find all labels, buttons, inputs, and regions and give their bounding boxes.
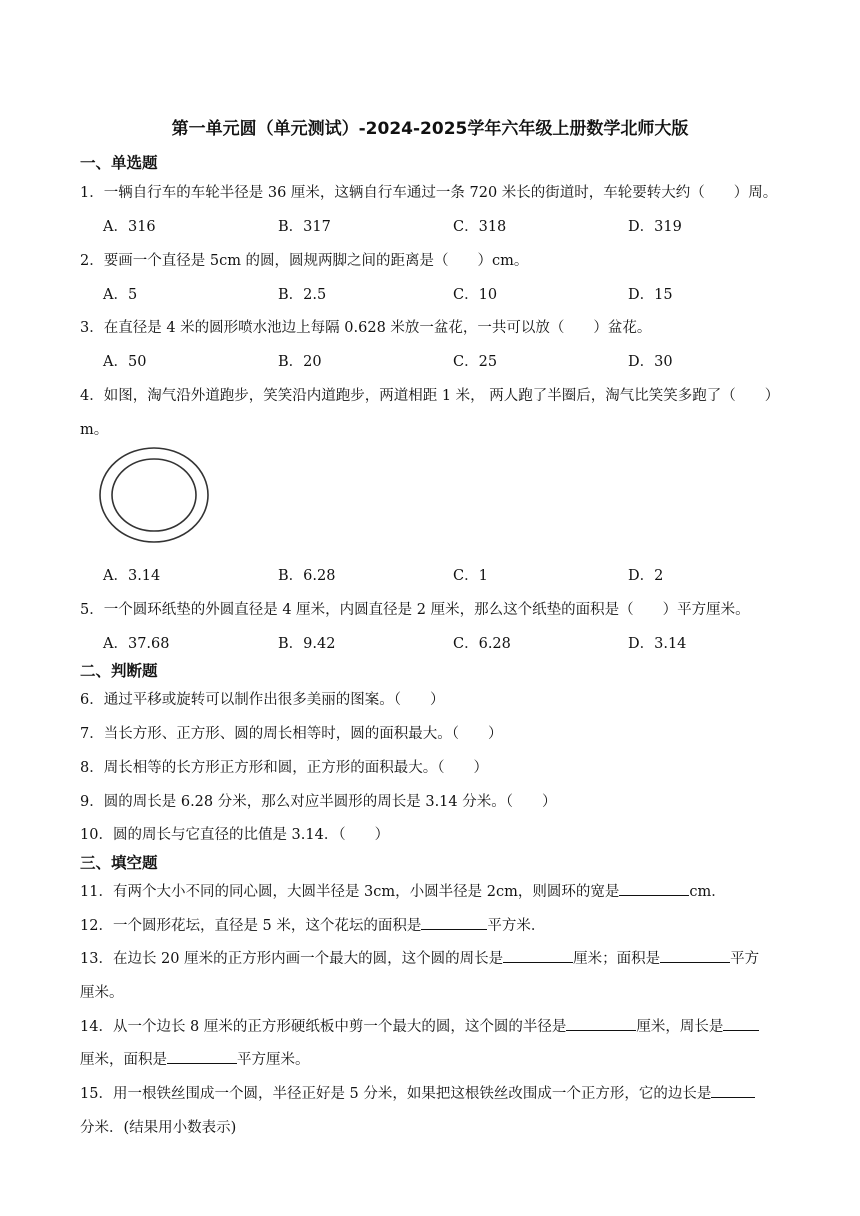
- question-text: 通过平移或旋转可以制作出很多美丽的图案。（ ）: [103, 692, 445, 708]
- option-a: A．5: [103, 287, 138, 303]
- question-number: 13．: [80, 951, 113, 967]
- question-number: 10．: [80, 827, 113, 843]
- question-text: 厘米；面积是: [573, 951, 661, 967]
- question-4: [80, 384, 815, 405]
- option-c: C．1: [453, 568, 488, 584]
- question-6: [80, 688, 815, 709]
- question-number: 7．: [80, 726, 104, 742]
- option-c: C．6.28: [453, 636, 511, 652]
- question-text: 平方米．: [487, 918, 546, 934]
- section-true-false: 二、判断题: [80, 662, 158, 680]
- question-13-line2: [80, 981, 815, 1002]
- concentric-track-figure: [98, 446, 210, 544]
- question-number: 3．: [80, 320, 104, 336]
- question-8: [80, 756, 815, 777]
- question-text: 分米．(结果用小数表示): [80, 1120, 237, 1136]
- answer-blank[interactable]: [167, 1049, 237, 1064]
- question-text: 在直径是 4 米的圆形喷水池边上每隔 0.628 米放一盆花，一共可以放（ ）盆花。: [103, 320, 652, 336]
- section-single-choice: 一、单选题: [80, 154, 158, 172]
- question-3-options: [103, 350, 803, 370]
- question-3: [80, 316, 815, 337]
- question-number: 6．: [80, 692, 104, 708]
- option-b: B．20: [278, 354, 322, 370]
- answer-blank[interactable]: [619, 881, 689, 896]
- option-b: B．6.28: [278, 568, 336, 584]
- question-text: 厘米，面积是: [80, 1052, 167, 1068]
- question-text: 在边长 20 厘米的正方形内画一个最大的圆，这个圆的周长是: [112, 951, 504, 967]
- question-number: 4．: [80, 388, 104, 404]
- question-5-options: [103, 632, 803, 652]
- question-text: 厘米。: [80, 985, 124, 1001]
- question-text: 用一根铁丝围成一个圆，半径正好是 5 分米，如果把这根铁丝改围成一个正方形，它的边长是: [112, 1086, 712, 1102]
- option-d: D．2: [628, 568, 664, 584]
- question-number: 1．: [80, 185, 104, 201]
- question-7: [80, 722, 815, 743]
- outer-track: [100, 448, 208, 542]
- question-text: 从一个边长 8 厘米的正方形硬纸板中剪一个最大的圆，这个圆的半径是: [112, 1019, 567, 1035]
- question-15-line2: [80, 1116, 815, 1137]
- question-number: 14．: [80, 1019, 113, 1035]
- option-d: D．319: [628, 219, 682, 235]
- question-14: [80, 1015, 815, 1036]
- question-11: [80, 880, 815, 901]
- question-text: 有两个大小不同的同心圆，大圆半径是 3cm，小圆半径是 2cm，则圆环的宽是: [112, 884, 620, 900]
- question-text: 当长方形、正方形、圆的周长相等时，圆的面积最大。（ ）: [103, 726, 503, 742]
- option-b: B．9.42: [278, 636, 336, 652]
- question-text: 要画一个直径是 5cm 的圆，圆规两脚之间的距离是（ ）cm。: [103, 253, 529, 269]
- option-b: B．317: [278, 219, 331, 235]
- option-a: A．50: [103, 354, 147, 370]
- answer-blank[interactable]: [421, 915, 487, 930]
- option-a: A．316: [103, 219, 156, 235]
- question-4-options: [103, 564, 803, 584]
- question-1-options: [103, 215, 803, 235]
- question-13: [80, 947, 815, 968]
- option-c: C．10: [453, 287, 498, 303]
- question-text: 周长相等的长方形正方形和圆，正方形的面积最大。（ ）: [103, 760, 488, 776]
- question-text: 一个圆形花坛，直径是 5 米，这个花坛的面积是: [112, 918, 422, 934]
- option-c: C．318: [453, 219, 507, 235]
- question-10: [80, 823, 815, 844]
- question-text: m。: [80, 422, 109, 438]
- inner-track: [112, 459, 196, 531]
- option-c: C．25: [453, 354, 498, 370]
- option-a: A．37.68: [103, 636, 170, 652]
- section-fill-in: 三、填空题: [80, 854, 158, 872]
- question-15: [80, 1082, 815, 1103]
- option-d: D．15: [628, 287, 673, 303]
- question-number: 12．: [80, 918, 113, 934]
- question-text: 厘米，周长是: [636, 1019, 724, 1035]
- question-4-line2: [80, 418, 815, 439]
- question-text: 平方: [730, 951, 760, 967]
- page-title: 第一单元圆（单元测试）-2024-2025学年六年级上册数学北师大版: [171, 119, 689, 139]
- question-number: 2．: [80, 253, 104, 269]
- option-b: B．2.5: [278, 287, 327, 303]
- question-1: [80, 181, 815, 202]
- question-text: 一辆自行车的车轮半径是 36 厘米，这辆自行车通过一条 720 米长的街道时，车轮要转大约（ ）周。: [103, 185, 778, 201]
- answer-blank[interactable]: [503, 948, 573, 963]
- question-number: 11．: [80, 884, 113, 900]
- question-2-options: [103, 283, 803, 303]
- question-text: 圆的周长与它直径的比值是 3.14．（ ）: [112, 827, 390, 843]
- question-5: [80, 598, 815, 619]
- option-d: D．30: [628, 354, 673, 370]
- question-number: 9．: [80, 794, 104, 810]
- question-12: [80, 914, 815, 935]
- question-text: 如图，淘气沿外道跑步，笑笑沿内道跑步，两道相距 1 米， 两人跑了半圈后，淘气比笑笑多跑了（ ）: [103, 388, 780, 404]
- answer-blank[interactable]: [566, 1016, 636, 1031]
- question-9: [80, 790, 815, 811]
- answer-blank[interactable]: [660, 948, 730, 963]
- option-a: A．3.14: [103, 568, 161, 584]
- option-d: D．3.14: [628, 636, 687, 652]
- question-number: 5．: [80, 602, 104, 618]
- answer-blank[interactable]: [711, 1083, 755, 1098]
- question-text: 一个圆环纸垫的外圆直径是 4 厘米，内圆直径是 2 厘米，那么这个纸垫的面积是（ ）平方厘米。: [103, 602, 750, 618]
- question-2: [80, 249, 815, 270]
- answer-blank[interactable]: [723, 1016, 759, 1031]
- question-text: 圆的周长是 6.28 分米，那么对应半圆形的周长是 3.14 分米。（ ）: [103, 794, 557, 810]
- question-text: cm．: [689, 884, 726, 900]
- question-text: 平方厘米。: [237, 1052, 310, 1068]
- question-14-line2: [80, 1048, 815, 1069]
- question-number: 15．: [80, 1086, 113, 1102]
- question-number: 8．: [80, 760, 104, 776]
